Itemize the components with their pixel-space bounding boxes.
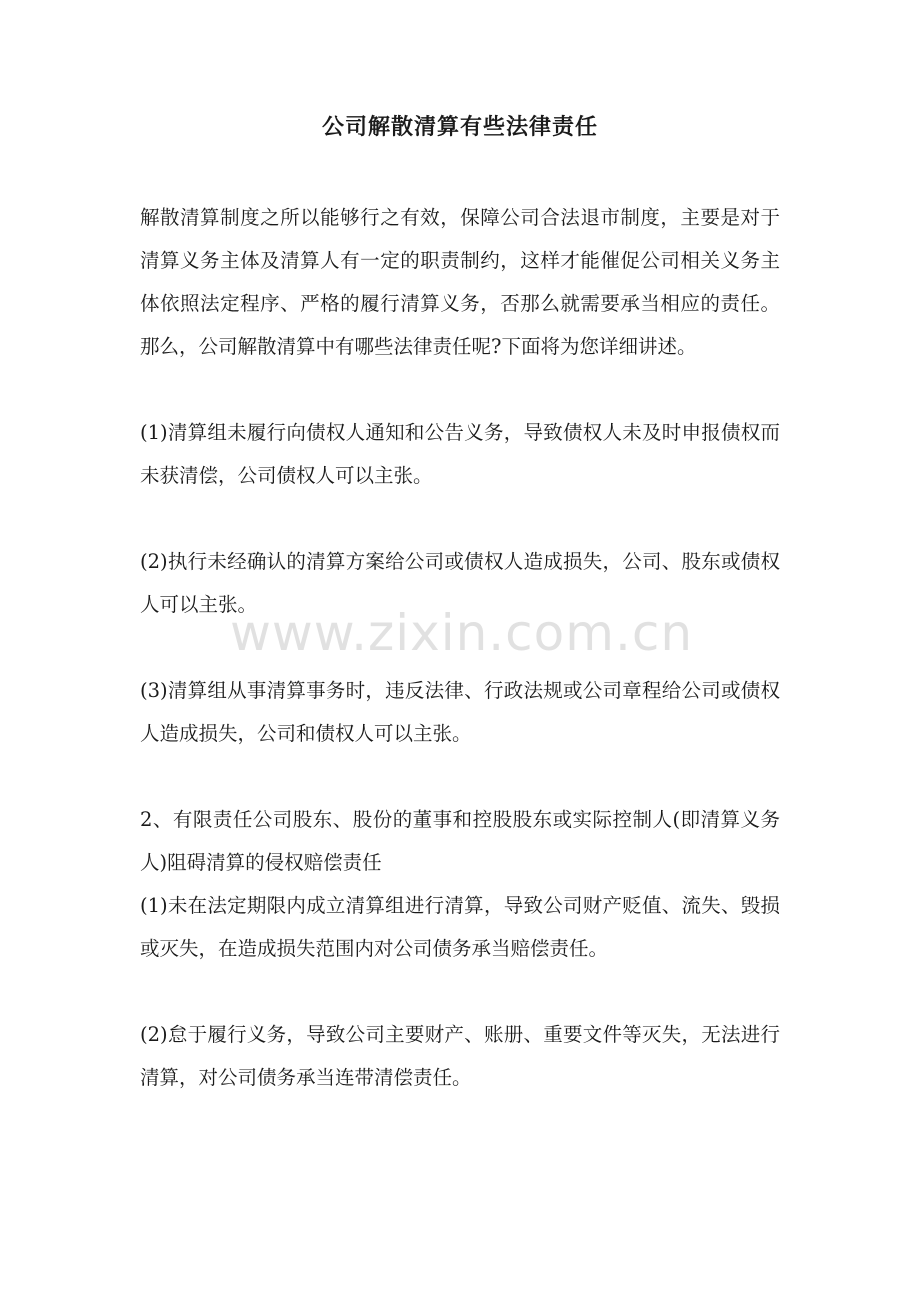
- paragraph-spacer: [140, 626, 780, 669]
- paragraph-item-2: (2)执行未经确认的清算方案给公司或债权人造成损失，公司、股东或债权人可以主张。: [140, 550, 780, 616]
- section-heading-2: 2、有限责任公司股东、股份的董事和控股股东或实际控制人(即清算义务人)阻碍清算的侵权赔偿责任: [140, 808, 780, 874]
- paragraph-spacer: [140, 368, 780, 411]
- paragraph-item-1: (1)清算组未履行向债权人通知和公告义务，导致债权人未及时申报债权而未获清偿，公司债权人可以主张。: [140, 421, 780, 487]
- paragraph-item-2-1: (1)未在法定期限内成立清算组进行清算，导致公司财产贬值、流失、毁损或灭失，在造成损失范围内对公司债务承当赔偿责任。: [140, 894, 780, 960]
- document-title: 公司解散清算有些法律责任: [321, 115, 598, 140]
- paragraph-item-2-2: (2)怠于履行义务，导致公司主要财产、账册、重要文件等灭失，无法进行清算，对公司债务承当连带清偿责任。: [140, 1023, 780, 1089]
- paragraph-spacer: [140, 497, 780, 540]
- paragraph-spacer: [140, 970, 780, 1013]
- paragraph-item-3: (3)清算组从事清算事务时，违反法律、行政法规或公司章程给公司或债权人造成损失，公司和债权人可以主张。: [140, 679, 780, 745]
- paragraph-intro: 解散清算制度之所以能够行之有效，保障公司合法退市制度，主要是对于清算义务主体及清算人有一定的职责制约，这样才能催促公司相关义务主体依照法定程序、严格的履行清算义务，否那么就需要承当相应的责任。那么，公司解散清算中有哪些法律责任呢?下面将为您详细讲述。: [140, 206, 780, 358]
- document-body: [140, 196, 780, 1099]
- paragraph-spacer: [140, 755, 780, 798]
- watermark: www.zixin.com.cn: [230, 604, 694, 662]
